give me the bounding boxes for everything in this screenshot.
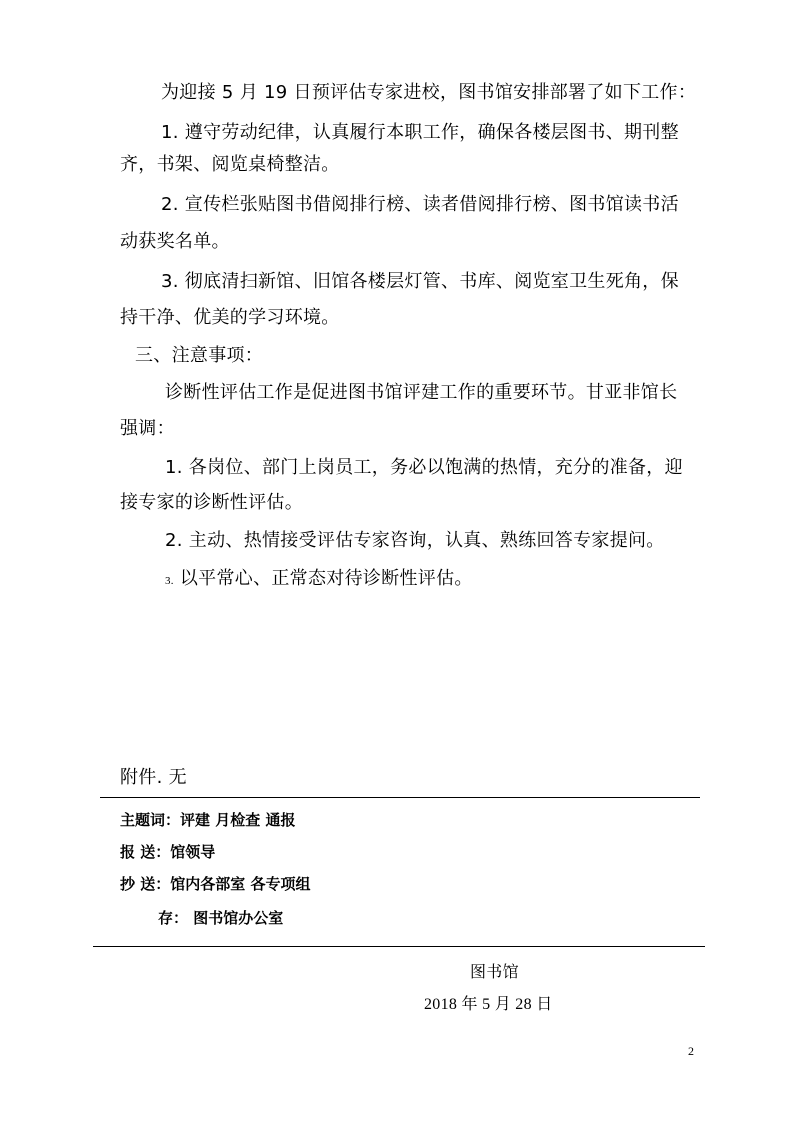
note-item-3-text: 以平常心、正常态对待诊断性评估。 [173,568,473,589]
notes-paragraph-line-1: 诊断性评估工作是促进图书馆评建工作的重要环节。甘亚非馆长 [165,382,678,403]
note-item-3-number: 3. [165,575,174,587]
work-item-2-line-1: 2. 宣传栏张贴图书借阅排行榜、读者借阅排行榜、图书馆读书活 [161,194,679,215]
report-to: 报 送：馆领导 [120,843,216,861]
copy-to: 抄 送：馆内各部室 各专项组 [120,875,311,893]
divider-top [100,797,700,798]
subject-keywords: 主题词：评建 月检查 通报 [120,811,296,829]
section-heading-notes: 三、注意事项： [135,345,264,366]
attachment-line: 附件. 无 [120,767,187,788]
work-item-3-line-1: 3. 彻底清扫新馆、旧馆各楼层灯管、书库、阅览室卫生死角，保 [161,271,679,292]
note-item-1-line-2: 接专家的诊断性评估。 [120,492,303,513]
work-item-3-line-2: 持干净、优美的学习环境。 [120,307,340,328]
note-item-3 [165,568,473,592]
notes-paragraph-line-2: 强调： [120,418,175,439]
signature-date: 2018 年 5 月 28 日 [424,996,553,1013]
page-number: 2 [688,1044,695,1058]
archive-to: 存： 图书馆办公室 [158,909,284,927]
work-item-2-line-2: 动获奖名单。 [120,231,230,252]
intro-paragraph: 为迎接 5 月 19 日预评估专家进校，图书馆安排部署了如下工作： [161,82,697,103]
note-item-2: 2. 主动、热情接受评估专家咨询，认真、熟练回答专家提问。 [165,530,665,551]
work-item-1-line-2: 齐，书架、阅览桌椅整洁。 [120,154,340,175]
signature-org: 图书馆 [470,964,519,981]
work-item-1-line-1: 1. 遵守劳动纪律，认真履行本职工作，确保各楼层图书、期刊整 [161,122,679,143]
divider-bottom [93,946,705,947]
note-item-1-line-1: 1. 各岗位、部门上岗员工，务必以饱满的热情，充分的准备，迎 [165,457,683,478]
